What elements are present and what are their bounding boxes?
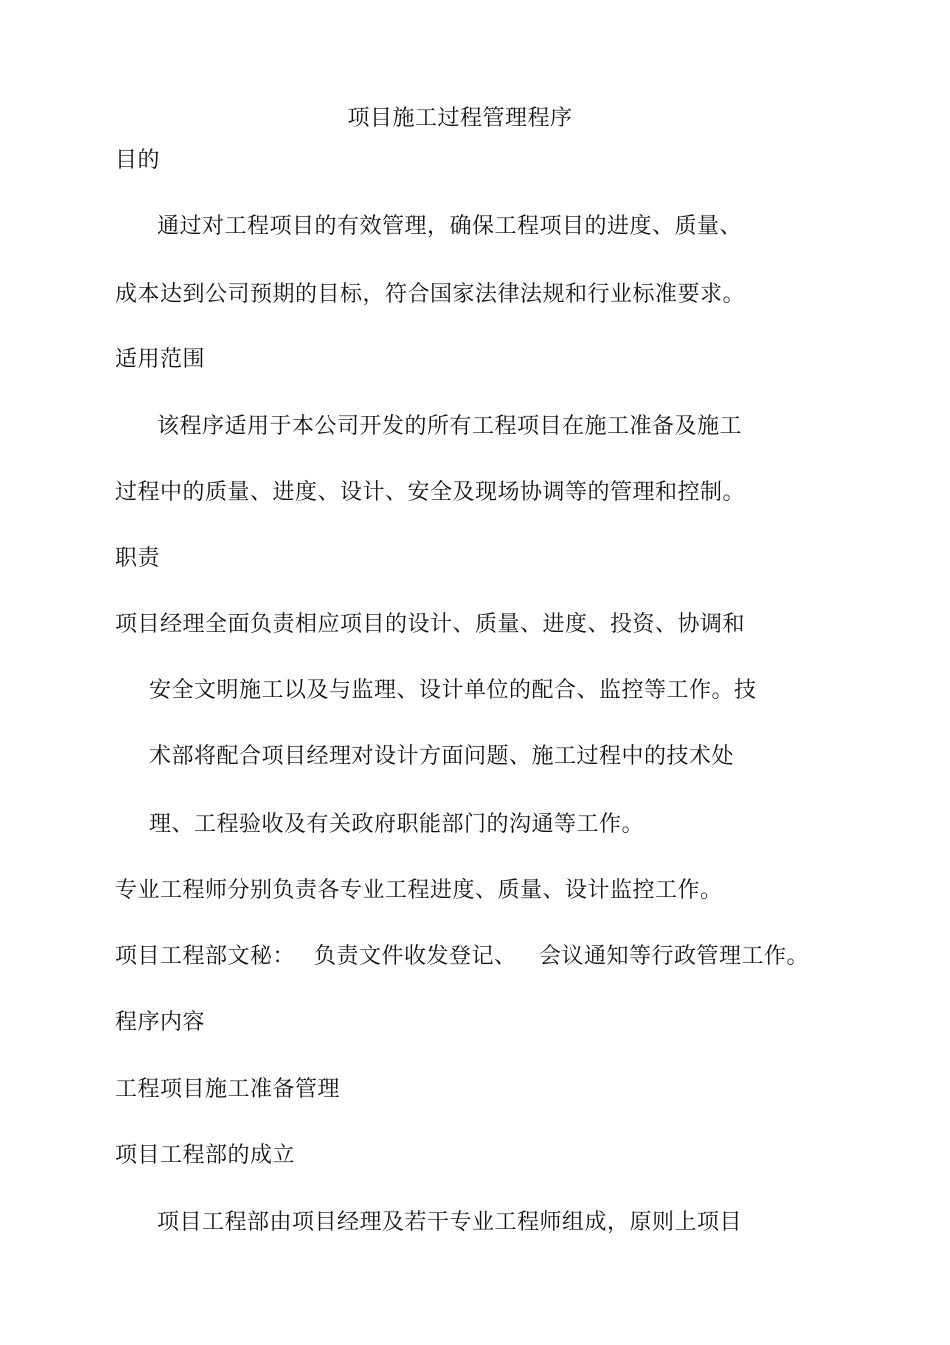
subheading-preparation: 工程项目施工准备管理 [115, 1077, 341, 1102]
document-title: 项目施工过程管理程序 [347, 106, 573, 131]
pm-line-4: 理、工程验收及有关政府职能部门的沟通等工作。 [149, 812, 645, 837]
pm-line-2: 安全文明施工以及与监理、设计单位的配合、监控等工作。技 [149, 678, 757, 703]
pm-line-3: 术部将配合项目经理对设计方面问题、施工过程中的技术处 [149, 744, 735, 769]
scope-line-1: 该程序适用于本公司开发的所有工程项目在施工准备及施工 [157, 414, 743, 439]
secretary-duty-1: 负责文件收发登记、 [314, 944, 517, 969]
procedure-line-1: 项目工程部由项目经理及若干专业工程师组成，原则上项目 [157, 1210, 743, 1235]
secretary-duty-2: 会议通知等行政管理工作。 [539, 944, 810, 969]
pm-line-1: 项目经理全面负责相应项目的设计、质量、进度、投资、协调和 [115, 612, 746, 637]
heading-scope: 适用范围 [115, 347, 206, 372]
engineer-line: 专业工程师分别负责各专业工程进度、质量、设计监控工作。 [115, 878, 723, 903]
scope-line-2: 过程中的质量、进度、设计、安全及现场协调等的管理和控制。 [115, 480, 746, 505]
subheading-department: 项目工程部的成立 [115, 1143, 296, 1168]
secretary-label: 项目工程部文秘： [115, 944, 296, 969]
heading-procedure: 程序内容 [115, 1010, 206, 1035]
purpose-line-1: 通过对工程项目的有效管理，确保工程项目的进度、质量、 [157, 214, 743, 239]
heading-purpose: 目的 [115, 148, 161, 173]
purpose-line-2: 成本达到公司预期的目标，符合国家法律法规和行业标准要求。 [115, 282, 746, 307]
heading-responsibilities: 职责 [115, 546, 161, 571]
